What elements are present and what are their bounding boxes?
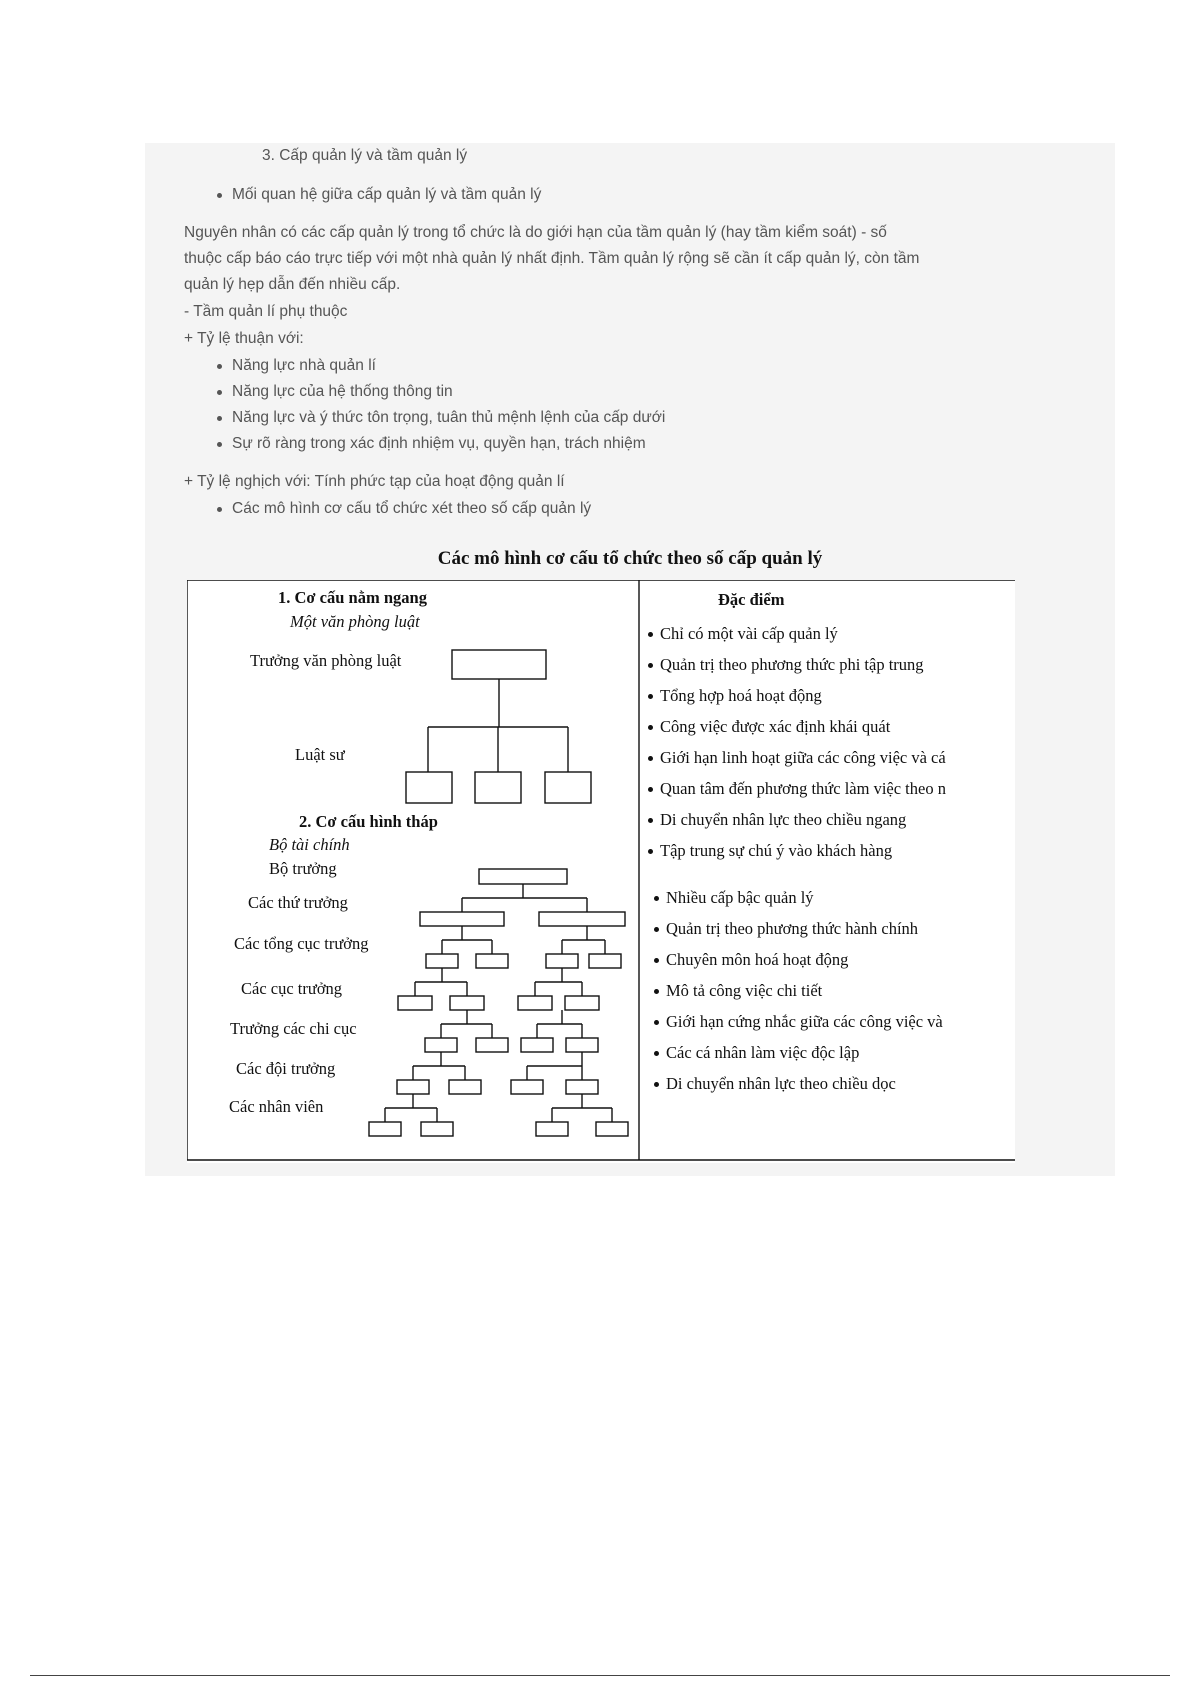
tall-level-box	[398, 996, 432, 1010]
depends-line: - Tầm quản lí phụ thuộc	[184, 303, 348, 320]
tall-level-box	[369, 1122, 401, 1136]
flat-feature-item: Tổng hợp hoá hoạt động	[660, 686, 822, 705]
tall-level-box	[565, 996, 599, 1010]
tall-feature-item: Quản trị theo phương thức hành chính	[666, 919, 919, 938]
tall-level-box	[596, 1122, 628, 1136]
proportional-item: Sự rõ ràng trong xác định nhiệm vụ, quyền hạn, trách nhiệm	[232, 435, 646, 452]
tall-level-label: Các cục trưởng	[241, 979, 343, 998]
flat-feature-item: Quản trị theo phương thức phi tập trung	[660, 655, 924, 674]
tall-feature-item: Chuyên môn hoá hoạt động	[666, 950, 849, 969]
paragraph-line: quản lý hẹp dẫn đến nhiều cấp.	[184, 276, 401, 293]
relation-bullet: Mối quan hệ giữa cấp quản lý và tầm quản lý	[232, 186, 542, 203]
paragraph-line: Nguyên nhân có các cấp quản lý trong tổ chức là do giới hạn của tầm quản lý (hay tầm kiểm soát) - số	[184, 224, 887, 241]
paragraph-line: thuộc cấp báo cáo trực tiếp với một nhà quản lý nhất định. Tầm quản lý rộng sẽ cần ít cấp quản lý, còn tầm	[184, 250, 920, 267]
tall-level-box	[536, 1122, 568, 1136]
tall-level-box	[566, 1080, 598, 1094]
tall-level-label: Bộ trưởng	[269, 859, 337, 878]
proportional-line: + Tỷ lệ thuận với:	[184, 330, 304, 347]
tall-level-box	[420, 912, 504, 926]
flat-lawyer-box	[545, 772, 591, 803]
proportional-item: Năng lực và ý thức tôn trọng, tuân thủ mệnh lệnh của cấp dưới	[232, 409, 666, 426]
tall-structure-title: 2. Cơ cấu hình tháp	[299, 812, 438, 831]
features-title: Đặc điểm	[718, 590, 785, 609]
flat-structure-subtitle: Một văn phòng luật	[290, 612, 420, 631]
inverse-line: + Tỷ lệ nghịch với: Tính phức tạp của hoạt động quản lí	[184, 473, 565, 490]
flat-lawyer-box	[475, 772, 521, 803]
flat-structure-title: 1. Cơ cấu nằm ngang	[278, 588, 427, 607]
flat-level-label: Trưởng văn phòng luật	[250, 651, 402, 670]
tall-level-label: Các đội trưởng	[236, 1059, 336, 1078]
tall-level-label: Các thứ trưởng	[248, 893, 348, 912]
tall-level-box	[546, 954, 578, 968]
tall-level-box	[421, 1122, 453, 1136]
tall-level-box	[589, 954, 621, 968]
page-bottom-rule	[30, 1675, 1170, 1676]
tall-level-box	[521, 1038, 553, 1052]
flat-lawyer-box	[406, 772, 452, 803]
tall-level-box	[397, 1080, 429, 1094]
tall-level-box	[476, 954, 508, 968]
flat-feature-item: Chỉ có một vài cấp quản lý	[660, 624, 838, 643]
tall-level-box	[425, 1038, 457, 1052]
tall-level-label: Trưởng các chi cục	[230, 1019, 357, 1038]
section-heading: 3. Cấp quản lý và tầm quản lý	[262, 147, 468, 164]
flat-feature-item: Giới hạn linh hoạt giữa các công việc và cá	[660, 748, 946, 767]
tall-level-box	[539, 912, 625, 926]
tall-level-box	[511, 1080, 543, 1094]
flat-feature-item: Công việc được xác định khái quát	[660, 717, 891, 736]
proportional-item: Năng lực nhà quản lí	[232, 357, 376, 374]
tall-level-box	[479, 869, 567, 884]
tall-level-box	[450, 996, 484, 1010]
flat-feature-item: Di chuyển nhân lực theo chiều ngang	[660, 810, 907, 829]
tall-level-box	[518, 996, 552, 1010]
tall-structure-subtitle: Bộ tài chính	[269, 835, 350, 854]
tall-level-box	[566, 1038, 598, 1052]
flat-level-label: Luật sư	[295, 745, 345, 764]
flat-feature-item: Tập trung sự chú ý vào khách hàng	[660, 841, 893, 860]
flat-head-box	[452, 650, 546, 679]
tall-level-label: Các nhân viên	[229, 1097, 324, 1116]
figure-title: Các mô hình cơ cấu tổ chức theo số cấp quản lý	[437, 548, 823, 569]
tall-feature-item: Giới hạn cứng nhắc giữa các công việc và	[666, 1012, 943, 1031]
tall-level-label: Các tổng cục trưởng	[234, 934, 369, 953]
tall-feature-item: Mô tả công việc chi tiết	[666, 981, 823, 1000]
flat-feature-item: Quan tâm đến phương thức làm việc theo n	[660, 779, 946, 798]
tall-feature-item: Nhiều cấp bậc quản lý	[666, 888, 814, 907]
tall-level-box	[476, 1038, 508, 1052]
proportional-item: Năng lực của hệ thống thông tin	[232, 383, 453, 400]
org-structure-figure	[187, 580, 1015, 1163]
tall-feature-item: Các cá nhân làm việc độc lập	[666, 1043, 860, 1062]
models-bullet: Các mô hình cơ cấu tổ chức xét theo số cấp quản lý	[232, 500, 592, 517]
tall-level-box	[426, 954, 458, 968]
tall-level-box	[449, 1080, 481, 1094]
tall-feature-item: Di chuyển nhân lực theo chiều dọc	[666, 1074, 896, 1093]
